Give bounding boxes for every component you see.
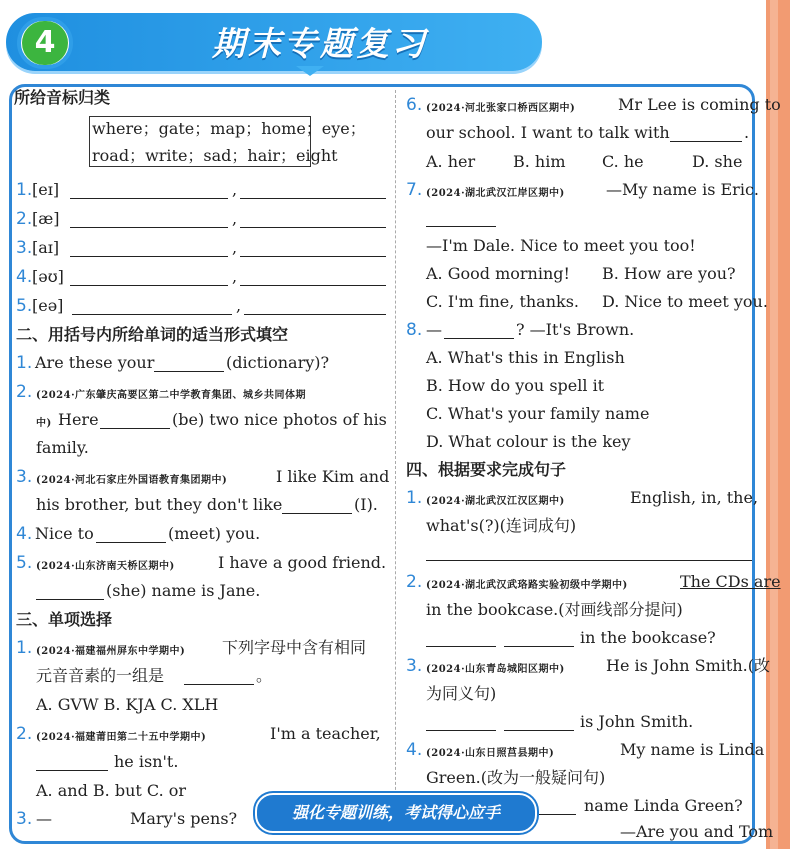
q8-option-b: B. How do you spell it (426, 376, 605, 395)
answer-blank[interactable] (426, 632, 496, 647)
s4-q2-text: The CDs are (680, 572, 781, 591)
answer-blank[interactable] (240, 242, 386, 257)
answer-blank[interactable] (70, 213, 228, 228)
s2-q4-num: 4. (16, 524, 33, 544)
s2-q5-source: (2024·山东济南天桥区期中) (36, 561, 175, 572)
answer-blank[interactable] (504, 632, 574, 647)
s2-q4-hint: (meet) you. (168, 524, 261, 543)
q6-option-d: D. she (692, 152, 743, 171)
s2-q2-source-2: 中) (36, 418, 52, 429)
answer-blank[interactable] (426, 716, 496, 731)
q8-option-d: D. What colour is the key (426, 432, 631, 451)
s2-q3-hint: (I). (354, 495, 378, 514)
s4-q4-source: (2024·山东日照莒县期中) (426, 748, 555, 759)
q8-option-a: A. What's this in English (426, 348, 625, 367)
s3-q2-num: 2. (16, 724, 33, 744)
s3-q3-num: 3. (16, 809, 33, 829)
q7-source: (2024·湖北武汉江岸区期中) (426, 188, 565, 199)
page-title: 期末专题复习 (212, 24, 428, 63)
s2-q5-text: I have a good friend. (218, 553, 387, 572)
s2-q5-num: 5. (16, 553, 33, 573)
s4-q2-text-3: in the bookcase? (580, 628, 716, 647)
answer-blank[interactable] (36, 756, 108, 771)
answer-line[interactable] (426, 546, 752, 561)
answer-blank[interactable] (444, 324, 514, 339)
s2-q2-text: Here (58, 410, 99, 429)
s4-q4-text-3: name Linda Green? (584, 796, 743, 815)
q7-option-b: B. How are you? (602, 264, 736, 283)
answer-blank[interactable] (96, 528, 166, 543)
s4-q5-partial: —Are you and Tom (620, 822, 774, 841)
q6-text-2: our school. I want to talk with (426, 123, 670, 142)
s4-q4-text-2: Green.(改为一般疑问句) (426, 768, 606, 787)
s4-q1-text: English, in, the, (630, 488, 759, 507)
s2-q3-num: 3. (16, 467, 33, 487)
s3-q1-num: 1. (16, 638, 33, 658)
q6-text: Mr Lee is coming to (618, 95, 781, 114)
q6-option-b: B. him (513, 152, 566, 171)
q7-text: —My name is Eric. (606, 180, 759, 199)
q8-num: 8. (406, 320, 423, 340)
s2-q2-num: 2. (16, 382, 33, 402)
q7-num: 7. (406, 180, 423, 200)
q7-option-c: C. I'm fine, thanks. (426, 292, 580, 311)
footer-slogan: 强化专题训练，考试得心应手 (255, 793, 537, 833)
s4-q3-text: He is John Smith.(改 (606, 656, 770, 675)
s3-q1-source: (2024·福建福州屏东中学期中) (36, 646, 186, 657)
s2-q1-text: Are these your (35, 353, 155, 372)
s2-q2-source: (2024·广东肇庆高要区第二中学教育集团、城乡共同体期 (36, 390, 307, 401)
s3-q3-text: Mary's pens? (130, 809, 238, 828)
s4-q1-text-2: what's(?)(连词成句) (426, 516, 577, 535)
s3-q1-text-2: 元音音素的一组是 (36, 666, 165, 685)
answer-blank[interactable] (282, 499, 352, 514)
answer-blank[interactable] (100, 414, 170, 429)
s3-q2-text-2: he isn't. (114, 752, 179, 771)
answer-blank[interactable] (504, 716, 574, 731)
answer-blank[interactable] (670, 127, 742, 142)
section3-heading: 三、单项选择 (16, 610, 113, 629)
q8-text: ? —It's Brown. (516, 320, 635, 339)
answer-blank[interactable] (70, 184, 228, 199)
s4-q4-num: 4. (406, 740, 423, 760)
s4-q3-text-3: is John Smith. (580, 712, 694, 731)
s3-q1-options: A. GVW B. KJA C. XLH (36, 695, 219, 714)
section1-heading: 所给音标归类 (14, 88, 111, 107)
q6-option-c: C. he (602, 152, 644, 171)
section2-heading: 二、用括号内所给单词的适当形式填空 (16, 325, 289, 344)
s2-q3-text-2: his brother, but they don't like (36, 495, 283, 514)
s2-q2-text-2: (be) two nice photos of his (172, 410, 387, 429)
word-box (89, 116, 366, 167)
s4-q1-num: 1. (406, 488, 423, 508)
s3-q2-text: I'm a teacher, (270, 724, 381, 743)
s4-q2-text-2: in the bookcase.(对画线部分提问) (426, 600, 683, 619)
column-divider (395, 90, 396, 830)
q8-option-c: C. What's your family name (426, 404, 650, 423)
s2-q1-num: 1. (16, 353, 33, 373)
s2-q1-hint: (dictionary)? (226, 353, 330, 372)
q6-option-a: A. her (426, 152, 476, 171)
s2-q4-text: Nice to (35, 524, 94, 543)
banner-notch (296, 66, 324, 76)
answer-blank[interactable] (244, 300, 386, 315)
s3-q2-options: A. and B. but C. or (36, 781, 187, 800)
section4-heading: 四、根据要求完成句子 (406, 460, 567, 479)
s2-q2-text-3: family. (36, 438, 89, 457)
s2-q5-hint: (she) name is Jane. (106, 581, 261, 600)
answer-blank[interactable] (240, 271, 386, 286)
s4-q3-text-2: 为同义句) (426, 684, 497, 703)
s4-q3-num: 3. (406, 656, 423, 676)
answer-blank[interactable] (184, 670, 254, 685)
answer-blank[interactable] (154, 357, 224, 372)
answer-blank[interactable] (70, 271, 228, 286)
answer-blank[interactable] (72, 300, 232, 315)
s3-q2-source: (2024·福建莆田第二十五中学期中) (36, 732, 207, 743)
answer-blank[interactable] (70, 242, 228, 257)
answer-blank[interactable] (426, 212, 496, 227)
s4-q3-source: (2024·山东青岛城阳区期中) (426, 664, 565, 675)
s2-q3-text: I like Kim and (276, 467, 390, 486)
word-box-line-1: where；gate；map；home；eye； (92, 119, 366, 138)
s4-q2-num: 2. (406, 572, 423, 592)
s4-q4-text: My name is Linda (620, 740, 765, 759)
answer-blank[interactable] (240, 184, 386, 199)
q7-option-a: A. Good morning! (426, 264, 570, 283)
word-box-line-2: road；write；sad；hair；eight (92, 146, 338, 165)
s3-q1-text: 下列字母中含有相同 (222, 638, 367, 657)
right-edge-stripe-inner (770, 0, 778, 849)
s2-q3-source: (2024·河北石家庄外国语教育集团期中) (36, 475, 228, 486)
s4-q1-source: (2024·湖北武汉江汉区期中) (426, 496, 565, 507)
q6-num: 6. (406, 95, 423, 115)
section-number: 4 (22, 21, 68, 65)
q7-text-2: —I'm Dale. Nice to meet you too! (426, 236, 696, 255)
q6-source: (2024·河北张家口桥西区期中) (426, 103, 576, 114)
s4-q2-source: (2024·湖北武汉武珞路实验初级中学期中) (426, 580, 628, 591)
q7-option-d: D. Nice to meet you. (602, 292, 768, 311)
answer-blank[interactable] (240, 213, 386, 228)
answer-blank[interactable] (36, 585, 104, 600)
